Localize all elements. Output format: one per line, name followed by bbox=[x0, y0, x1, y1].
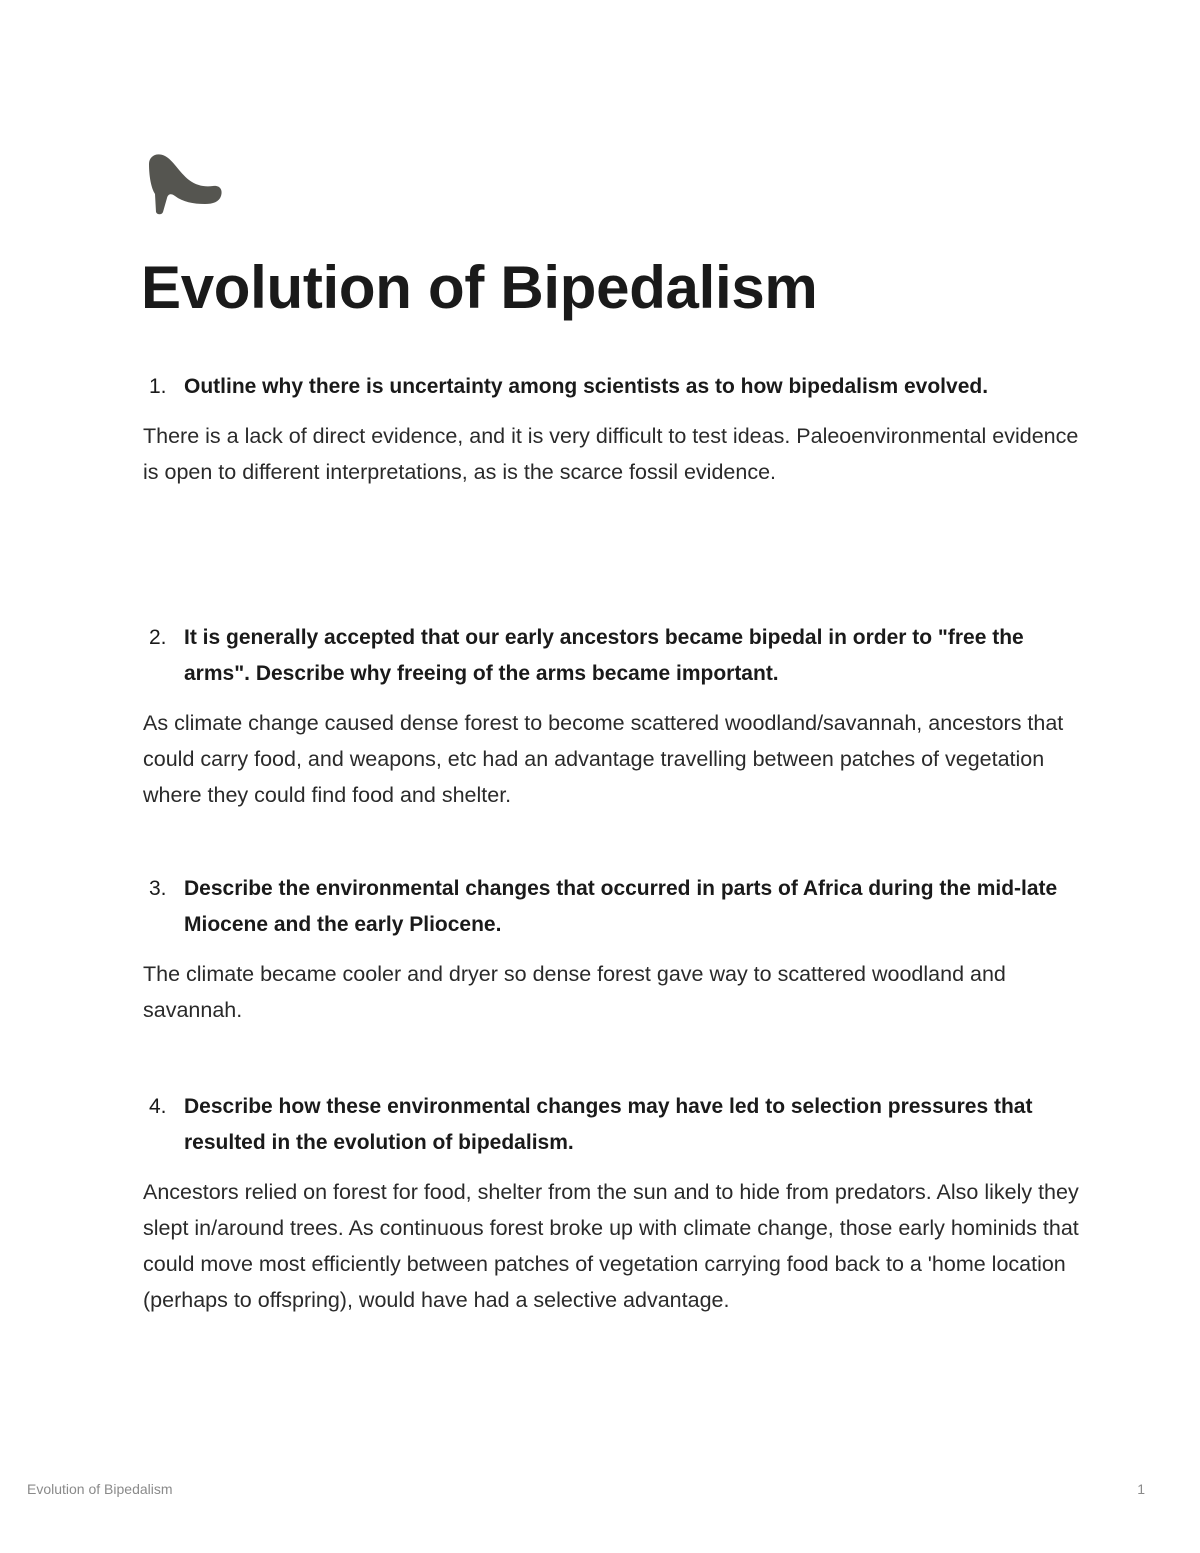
qa-section-1 bbox=[143, 369, 1083, 490]
answer-3: The climate became cooler and dryer so dense forest gave way to scattered woodland and savannah. bbox=[143, 962, 1006, 1022]
question-number: 2. bbox=[149, 626, 167, 649]
page-title: Evolution of Bipedalism bbox=[141, 254, 818, 321]
answer-4: Ancestors relied on forest for food, shelter from the sun and to hide from predators. Also likely they slept in/around trees. As continuous forest broke up with climate change, those early hominids that could move most efficiently between patches of vegetation carrying food back to a 'home location (perhaps to offspring), would have had a selective advantage. bbox=[143, 1180, 1079, 1312]
question-number: 4. bbox=[149, 1095, 167, 1118]
question-number: 1. bbox=[149, 375, 167, 398]
qa-section-2 bbox=[143, 620, 1083, 813]
question-text: Describe how these environmental changes may have led to selection pressures that resulted in the evolution of bipedalism. bbox=[184, 1095, 1033, 1154]
footer-title: Evolution of Bipedalism bbox=[27, 1481, 173, 1497]
high-heel-shoe-icon bbox=[143, 150, 227, 216]
question-1 bbox=[143, 369, 1083, 405]
answer-2: As climate change caused dense forest to become scattered woodland/savannah, ancestors that could carry food, and weapons, etc had an advantage travelling between patches of vegetation where they could find food and shelter. bbox=[143, 711, 1064, 807]
question-text: It is generally accepted that our early ancestors became bipedal in order to "free the arms". Describe why freeing of the arms became important. bbox=[184, 626, 1024, 685]
question-2 bbox=[143, 620, 1083, 692]
footer-page-number: 1 bbox=[1137, 1481, 1145, 1497]
question-4 bbox=[143, 1089, 1083, 1161]
qa-section-3 bbox=[143, 871, 1083, 1028]
question-text: Describe the environmental changes that occurred in parts of Africa during the mid-late Miocene and the early Pliocene. bbox=[184, 877, 1058, 936]
question-3 bbox=[143, 871, 1083, 943]
question-number: 3. bbox=[149, 877, 167, 900]
answer-1: There is a lack of direct evidence, and it is very difficult to test ideas. Paleoenvironmental evidence is open to different interpretations, as is the scarce fossil evidence. bbox=[143, 424, 1079, 484]
qa-section-4 bbox=[143, 1089, 1083, 1318]
question-text: Outline why there is uncertainty among scientists as to how bipedalism evolved. bbox=[184, 375, 989, 398]
